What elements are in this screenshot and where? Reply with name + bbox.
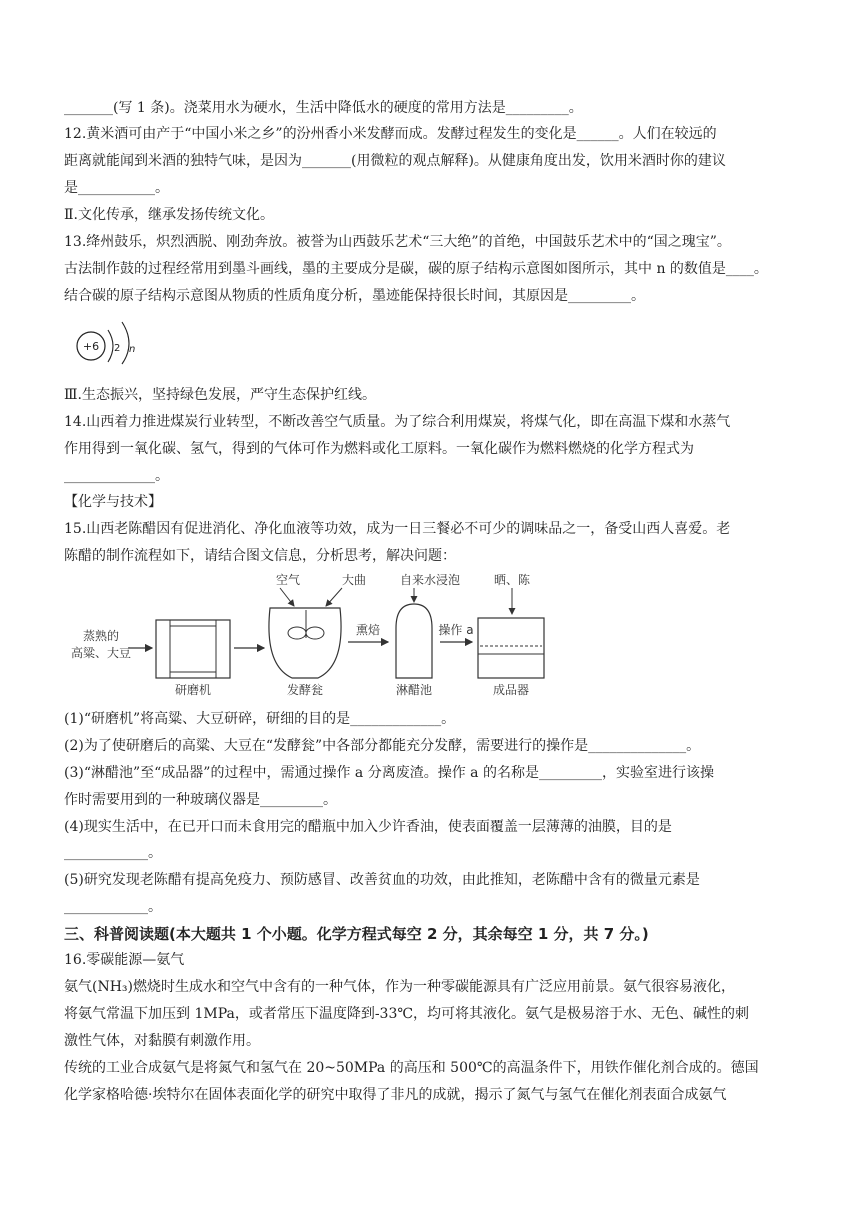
sub-question-1: (1)“研磨机”将高粱、大豆研碎，研细的目的是_____________。 <box>64 711 456 727</box>
label-sun-age: 晒、陈 <box>493 573 531 587</box>
carbon-atom-diagram <box>72 318 152 364</box>
text-line: 结合碳的原子结构示意图从物质的性质角度分析，墨迹能保持很长时间，其原因是_________。 <box>64 288 645 304</box>
fermentation-jar <box>269 608 341 678</box>
text-line: 距离就能闻到米酒的独特气味，是因为_______(用微粒的观点解释)。从健康角度出发，饮用米酒时你的建议 <box>64 153 726 169</box>
text-line: 陈醋的制作流程如下，请结合图文信息，分析思考，解决问题： <box>64 548 456 564</box>
text-line: ____________。 <box>64 899 162 915</box>
passage-line: 传统的工业合成氨气是将氮气和氢气在 20~50MPa 的高压和 500℃的高温条件下，用铁作催化剂合成的。德国 <box>64 1060 759 1076</box>
label-daqu: 大曲 <box>341 573 367 587</box>
text-line: 是___________。 <box>64 180 169 196</box>
arrow-label-operation-a: 操作 a <box>438 623 474 637</box>
atom-nucleus-charge: +6 <box>82 340 100 353</box>
product-container <box>478 618 544 678</box>
caption-grinder: 研磨机 <box>174 683 212 697</box>
vinegar-process-flowchart <box>70 570 550 700</box>
text-line: _____________。 <box>64 468 169 484</box>
input-label-1: 蒸熟的 <box>82 629 120 643</box>
first-shell-electrons: 2 <box>114 343 121 354</box>
second-shell-electrons: n <box>129 344 136 355</box>
sub-question-5: (5)研究发现老陈醋有提高免疫力、预防感冒、改善贫血的功效，由此推知，老陈醋中含有的微量元素是 <box>64 872 700 888</box>
passage-line: 激性气体，对黏膜有刺激作用。 <box>64 1033 260 1049</box>
text-line: _______(写 1 条)。浇菜用水为硬水，生活中降低水的硬度的常用方法是_________。 <box>64 100 583 116</box>
passage-line: 氨气(NH₃)燃烧时生成水和空气中含有的一种气体，作为一种零碳能源具有广泛应用前景。氨气很容易液化， <box>64 979 735 995</box>
caption-product: 成品器 <box>492 683 530 697</box>
text-line: 作时需要用到的一种玻璃仪器是_________。 <box>64 792 337 808</box>
label-air: 空气 <box>275 573 301 587</box>
arrow-label-smoke: 熏焙 <box>355 623 381 637</box>
text-line: 古法制作鼓的过程经常用到墨斗画线，墨的主要成分是碳，碳的原子结构示意图如图所示，其中 n 的数值是____。 <box>64 261 768 277</box>
question-13: 13.绛州鼓乐，炽烈洒脱、刚劲奔放。被誉为山西鼓乐艺术“三大绝”的首绝，中国鼓乐艺术中的“国之瑰宝”。 <box>64 234 731 250</box>
section-heading: Ⅱ.文化传承，继承发扬传统文化。 <box>64 207 274 223</box>
grinder-machine <box>156 620 230 678</box>
question-14: 14.山西着力推进煤炭行业转型，不断改善空气质量。为了综合利用煤炭，将煤气化，即在高温下煤和水蒸气 <box>64 414 731 430</box>
section-three-heading: 三、科普阅读题(本大题共 1 个小题。化学方程式每空 2 分，其余每空 1 分，共 7 分。) <box>64 925 649 943</box>
caption-leaching-pool: 淋醋池 <box>395 683 433 697</box>
text-line: ____________。 <box>64 845 162 861</box>
text-line: 作用得到一氧化碳、氢气，得到的气体可作为燃料或化工原料。一氧化碳作为燃料燃烧的化学方程式为 <box>64 441 694 457</box>
label-tap-water: 自来水浸泡 <box>399 573 461 587</box>
question-16-title: 16.零碳能源—氨气 <box>64 952 185 968</box>
sub-question-3: (3)“淋醋池”至“成品器”的过程中，需通过操作 a 分离废渣。操作 a 的名称是_________，实验室进行该操 <box>64 765 714 781</box>
vinegar-leaching-pool <box>396 604 432 678</box>
section-heading: Ⅲ.生态振兴，坚持绿色发展，严守生态保护红线。 <box>64 387 376 403</box>
input-label-2: 高粱、大豆 <box>70 646 132 660</box>
sub-question-2: (2)为了使研磨后的高粱、大豆在“发酵瓮”中各部分都能充分发酵，需要进行的操作是______________。 <box>64 738 701 754</box>
sub-question-4: (4)现实生活中，在已开口而未食用完的醋瓶中加入少许香油，使表面覆盖一层薄薄的油膜，目的是 <box>64 819 672 835</box>
caption-fermenter: 发酵瓮 <box>286 683 324 697</box>
passage-line: 将氨气常温下加压到 1MPa，或者常压下温度降到-33℃，均可将其液化。氨气是极易溶于水、无色、碱性的刺 <box>64 1006 750 1022</box>
passage-line: 化学家格哈德·埃特尔在固体表面化学的研究中取得了非凡的成就，揭示了氮气与氢气在催化剂表面合成氨气 <box>64 1087 727 1103</box>
section-title: 【化学与技术】 <box>64 494 162 510</box>
question-15: 15.山西老陈醋因有促进消化、净化血液等功效，成为一日三餐必不可少的调味品之一，备受山西人喜爱。老 <box>64 521 731 537</box>
question-12: 12.黄米酒可由产于“中国小米之乡”的汾州香小米发酵而成。发酵过程发生的变化是______。人们在较远的 <box>64 126 717 142</box>
